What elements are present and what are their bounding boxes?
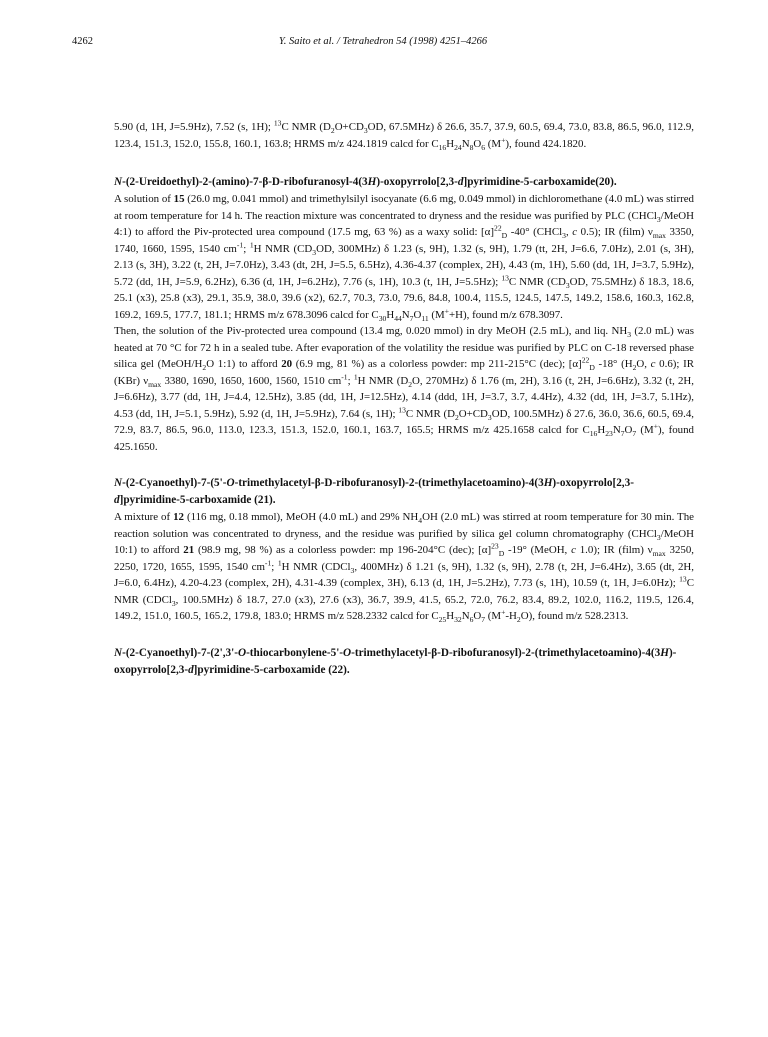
paragraph-21: A mixture of 12 (116 mg, 0.18 mmol), MeOH (4.0 mL) and 29% $NH_4OH$ (2.0 mL) was stirred at room temperature for 30 min. The reaction solution was concentrated to dryness, and the residue was purified by silica gel column chromatography (CHCl$_3$/MeOH 10:1) to afford 21 (98.9 mg, 98 %) as a colorless powder: mp 196-204°C (dec); $[\alpha]^{23}_D$ -19° (MeOH, c 1.0); IR (film) $\nu_{max}$ 3250, 2250, 1720, 1655, 1595, 1540 $cm^{-1}$; $^1$H NMR (CDCl$_3$, 400MHz) δ 1.21 (s, 9H), 1.32 (s, 9H), 2.78 (t, 2H, J=6.4Hz), 3.65 (dt, 2H, J=6.0, 6.4Hz), 4.20-4.23 (complex, 2H), 4.31-4.39 (complex, 3H), 6.13 (d, 1H, J=5.2Hz), 7.73 (s, 1H), 10.59 (t, 1H, J=6.0Hz); $^{13}$C NMR (CDCl$_3$, 100.5MHz) δ 18.7, 27.0 (x3), 27.6 (x3), 36.7, 39.9, 41.5, 65.2, 72.0, 76.2, 83.4, 89.2, 102.0, 116.2, 119.5, 126.4, 149.2, 151.0, 160.5, 165.2, 179.8, 183.0; HRMS m/z 528.2332 calcd for $C_{25}H_{32}N_6O_7$ $(M^+-H_2O)$, found m/z 528.2313. bbox=[114, 511, 695, 625]
page-header bbox=[72, 36, 694, 52]
compound-22-heading: N-(2-Cyanoethyl)-7-(2',3'-O-thiocarbonylene-5'-O-trimethylacetyl-β-D-ribofuranosyl)-2-(trimethylacetoamino)-4(3H)-oxopyrrolo[2,3-d]pyrimidine-5-carboxamide (22). bbox=[114, 646, 677, 676]
running-title: Y. Saito et al. / Tetrahedron 54 (1998) 4251–4266 bbox=[278, 36, 488, 47]
paragraph-20-step1: A solution of 15 (26.0 mg, 0.041 mmol) and trimethylsilyl isocyanate (6.6 mg, 0.049 mmol) in dichloromethane (4.0 mL) was stirred at room temperature for 14 h. The reaction mixture was concentrated to dryness and the residue was purified by PLC (CHCl$_3$/MeOH 4:1) to afford the Piv-protected urea compound (17.5 mg, 63 %) as a waxy solid: $[\alpha]^{22}_D$ -40° (CHCl$_3$, c 0.5); IR (film) $\nu_{max}$ 3350, 1740, 1660, 1595, 1540 $cm^{-1}$; $^1$H NMR ($CD_3OD$, 300MHz) δ 1.23 (s, 9H), 1.32 (s, 9H), 1.79 (tt, 2H, J=6.6, 7.0Hz), 2.01 (s, 3H), 2.13 (s, 3H), 3.22 (t, 2H, J=7.0Hz), 3.43 (dt, 2H, J=5.5, 6.5Hz), 4.36-4.37 (complex, 2H), 4.43 (m, 1H), 5.60 (dd, 1H, J=3.7, 5.9Hz), 5.72 (dd, 1H, J=5.9, 6.2Hz), 6.36 (d, 1H, J=6.2Hz), 7.76 (s, 1H), 10.3 (t, 1H, J=5.5Hz); $^{13}$C NMR ($CD_3OD$, 75.5MHz) δ 18.3, 18.6, 25.1 (x3), 25.8 (x3), 29.1, 35.9, 38.0, 39.6 (x2), 62.7, 70.3, 73.0, 79.6, 84.8, 100.4, 115.5, 124.5, 147.5, 149.2, 158.6, 160.3, 162.8, 169.2, 169.5, 177.7, 181.1; HRMS m/z 678.3096 calcd for $C_{30}H_{44}N_7O_{11}$ (M++H), found m/z 678.3097. bbox=[114, 193, 694, 323]
compound-20-heading: N-(2-Ureidoethyl)-2-(amino)-7-β-D-ribofuranosyl-4(3H)-oxopyrrolo[2,3-d]pyrimidine-5-carboxamide(20). bbox=[114, 176, 617, 188]
page-number: 4262 bbox=[72, 36, 93, 47]
paragraph-20-step2: Then, the solution of the Piv-protected urea compound (13.4 mg, 0.020 mmol) in dry MeOH (2.5 mL), and liq. $NH_3$ (2.0 mL) was heated at 70 °C for 72 h in a sealed tube. After evaporation of the volatility the residue was purified by PLC on C-18 reversed phase silica gel ($MeOH/H_2O$ 1:1) to afford 20 (6.9 mg, 81 %) as a colorless powder: mp 211-215°C (dec); $[\alpha]^{22}_D$ -18° ($H_2O$, c 0.6); IR (KBr) $\nu_{max}$ 3380, 1690, 1650, 1600, 1560, 1510 $cm^{-1}$; $^1$H NMR ($D_2O$, 270MHz) δ 1.76 (m, 2H), 3.16 (t, 2H, J=6.6Hz), 3.32 (t, 2H, J=6.6Hz), 3.77 (dd, 1H, J=4.4, 12.5Hz), 3.85 (dd, 1H, J=12.5Hz), 4.14 (ddd, 1H, J=3.7, 3.7, 4.4Hz), 4.32 (dd, 1H, J=3.7, 5.1Hz), 4.53 (dd, 1H, J=5.1, 5.9Hz), 5.92 (d, 1H, J=5.9Hz), 7.64 (s, 1H); $^{13}$C NMR ($D_2O+CD_3OD$, 100.5MHz) δ 27.6, 36.0, 36.6, 60.5, 69.4, 72.9, 83.7, 86.5, 96.0, 113.0, 123.3, 151.3, 152.0, 160.1, 163.7, 165.5; HRMS m/z 425.1658 calcd for $C_{16}H_{23}N_7O_7$ (M+), found 425.1650. bbox=[114, 325, 695, 453]
body-text bbox=[114, 119, 694, 679]
compound-21-heading: N-(2-Cyanoethyl)-7-(5'-O-trimethylacetyl-β-D-ribofuranosyl)-2-(trimethylacetoamino)-4(3H)-oxopyrrolo[2,3-d]pyrimidine-5-carboxamide (21). bbox=[114, 477, 634, 506]
paragraph-continued-19: 5.90 (d, 1H, J=5.9Hz), 7.52 (s, 1H); $^{13}$C NMR ($D_2O+CD_3OD$, 67.5MHz) δ 26.6, 35.7, 37.9, 60.5, 69.4, 73.0, 83.8, 86.5, 96.0, 112.9, 123.4, 151.3, 152.0, 155.8, 160.1, 163.8; HRMS m/z 424.1819 calcd for $C_{16}H_{24}N_8O_6$ (M+), found 424.1820. bbox=[114, 118, 694, 152]
